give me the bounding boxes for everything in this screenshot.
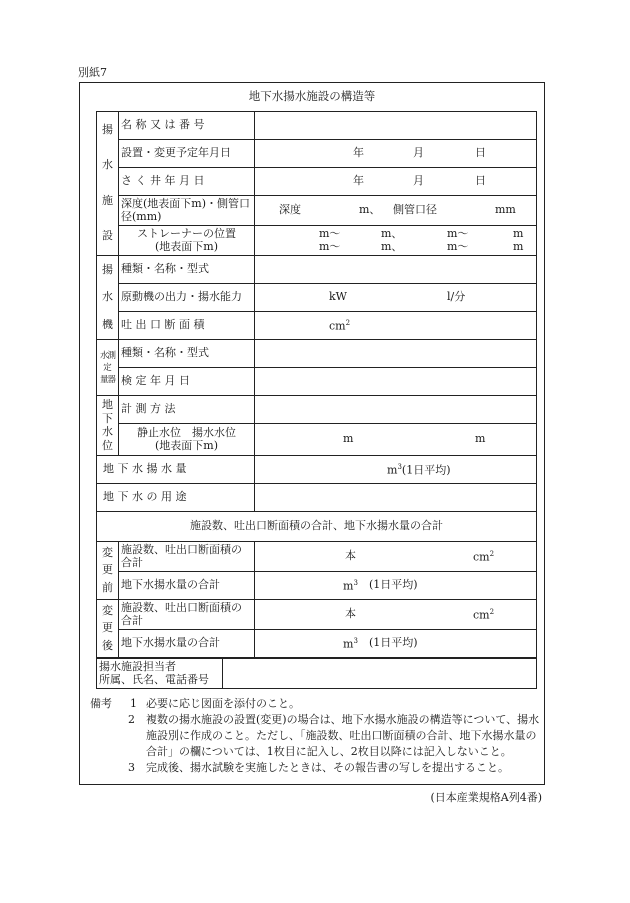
water-level-group-label xyxy=(97,396,119,456)
depth-label: 深度(地表面下m)・側管口径(mm) xyxy=(119,196,255,226)
structure-table xyxy=(96,111,537,658)
after-group-chars xyxy=(97,603,118,655)
after-group-label xyxy=(97,600,119,658)
drill-date-label: さ く 井 年 月 日 xyxy=(119,168,255,196)
group-char: 設 xyxy=(102,229,113,243)
count-unit: 本 xyxy=(345,548,356,562)
note-1-number: 1 xyxy=(130,697,137,710)
pump-type-field[interactable] xyxy=(255,256,537,284)
strainer-to-4: m xyxy=(513,239,524,253)
group-char: 変 xyxy=(102,603,113,617)
month-unit: 月 xyxy=(413,145,424,159)
strainer-to-2: m xyxy=(513,226,524,240)
measure-method-field[interactable] xyxy=(255,396,537,424)
facility-name-label: 名 称 又 は 番 号 xyxy=(119,112,255,140)
person-label xyxy=(97,659,223,689)
water-level-label xyxy=(119,424,255,456)
kw-unit: kW xyxy=(329,289,347,303)
pump-group-chars xyxy=(97,257,118,339)
after-sum-label: 地下水揚水量の合計 xyxy=(119,630,255,658)
strainer-from-3: m〜 xyxy=(319,239,341,253)
water-level-group-chars xyxy=(97,399,118,453)
before-count-label: 施設数、吐出口断面積の合計 xyxy=(119,542,255,572)
cm2-unit: $cm^2$ xyxy=(473,607,495,622)
form-title: 地下水揚水施設の構造等 xyxy=(248,89,376,103)
before-sum-field[interactable] xyxy=(255,572,537,600)
group-char: 下 xyxy=(102,411,113,425)
before-group-chars xyxy=(97,545,118,597)
meter-type-field[interactable] xyxy=(255,340,537,368)
year-unit: 年 xyxy=(353,173,364,187)
install-date-field[interactable] xyxy=(255,140,537,168)
drill-date-field[interactable] xyxy=(255,168,537,196)
strainer-to-3: m、 xyxy=(381,239,403,253)
strainer-field[interactable] xyxy=(255,226,537,256)
meter-group-chars: 水測 定 量器 xyxy=(99,350,115,385)
note-2-number: 2 xyxy=(128,713,135,726)
m3-unit: $m^3$ xyxy=(343,578,358,593)
before-sum-label: 地下水揚水量の合計 xyxy=(119,572,255,600)
depth-unit: m、 xyxy=(359,202,381,216)
pumping-level-unit: m xyxy=(475,431,486,445)
day-unit: 日 xyxy=(475,145,486,159)
meter-inspect-field[interactable] xyxy=(255,368,537,396)
discharge-area-field[interactable] xyxy=(255,312,537,340)
facility-name-field[interactable] xyxy=(255,112,537,140)
pump-group-label xyxy=(97,256,119,340)
person-field[interactable] xyxy=(223,659,537,689)
meter-type-label: 種類・名称・型式 xyxy=(119,340,255,368)
after-count-label: 施設数、吐出口断面積の合計 xyxy=(119,600,255,630)
cm2-unit: $cm^2$ xyxy=(473,549,495,564)
pump-power-label: 原動機の出力・揚水能力 xyxy=(119,284,255,312)
group-char: 更 xyxy=(102,563,113,577)
group-char: 位 xyxy=(102,438,113,452)
year-unit: 年 xyxy=(353,145,364,159)
pump-type-label: 種類・名称・型式 xyxy=(119,256,255,284)
strainer-label xyxy=(119,226,255,256)
note-2-text: 複数の揚水施設の設置(変更)の場合は、地下水揚水施設の構造等について、揚水施設別に作成のこと。ただし、「施設数、吐出口断面積の合計、地下水揚水量の合計」の欄については、1枚目に記入し、2枚目以降には記入しないこと。 xyxy=(146,713,540,758)
note-3-number: 3 xyxy=(128,761,135,774)
month-unit: 月 xyxy=(413,173,424,187)
group-char: 揚 xyxy=(102,122,113,136)
use-label: 地 下 水 の 用 途 xyxy=(97,484,255,512)
group-char: 施 xyxy=(102,193,113,207)
strainer-label-line2: (地表面下m) xyxy=(154,239,218,253)
meter-inspect-label: 検 定 年 月 日 xyxy=(119,368,255,396)
person-label-line1: 揚水施設担当者 xyxy=(99,659,176,673)
note-3-text: 完成後、揚水試験を実施したときは、その報告書の写しを提出すること。 xyxy=(146,761,509,774)
volume-unit: $m^3(1$日平均) xyxy=(387,462,451,477)
group-char: 水 xyxy=(102,425,113,439)
strainer-from-4: m〜 xyxy=(447,239,469,253)
water-level-label-line1: 静止水位 揚水水位 xyxy=(137,425,236,439)
before-group-label xyxy=(97,542,119,600)
count-unit: 本 xyxy=(345,606,356,620)
person-label-line2: 所属、氏名、電話番号 xyxy=(99,672,209,686)
before-count-field[interactable] xyxy=(255,542,537,572)
cm2-unit: $cm^2$ xyxy=(329,318,351,333)
use-field[interactable] xyxy=(255,484,537,512)
strainer-from-2: m〜 xyxy=(447,226,469,240)
after-count-field[interactable] xyxy=(255,600,537,630)
group-char: 後 xyxy=(102,638,113,652)
mm-unit: mm xyxy=(495,202,516,216)
group-char: 変 xyxy=(102,545,113,559)
person-table xyxy=(96,658,537,689)
static-level-unit: m xyxy=(343,431,354,445)
depth-field[interactable] xyxy=(255,196,537,226)
facility-group-label xyxy=(97,112,119,256)
pipe-diameter-text: 側管口径 xyxy=(393,202,437,216)
group-char: 前 xyxy=(102,580,113,594)
notes-heading: 備考 xyxy=(90,697,112,710)
pump-power-field[interactable] xyxy=(255,284,537,312)
document-label: 別紙7 xyxy=(78,66,107,79)
volume-field[interactable] xyxy=(255,456,537,484)
strainer-from-1: m〜 xyxy=(319,226,341,240)
lpm-unit: l/分 xyxy=(447,289,466,303)
group-char: 水 xyxy=(102,158,113,172)
water-level-label-line2: (地表面下m) xyxy=(154,438,218,452)
after-sum-field[interactable] xyxy=(255,630,537,658)
group-char: 地 xyxy=(102,398,113,412)
m3-unit: $m^3$ xyxy=(343,636,358,651)
note-1-text: 必要に応じ図面を添付のこと。 xyxy=(146,697,300,710)
volume-label: 地 下 水 揚 水 量 xyxy=(97,456,255,484)
day-unit: 日 xyxy=(475,173,486,187)
measure-method-label: 計 測 方 法 xyxy=(119,396,255,424)
group-char: 機 xyxy=(102,317,113,331)
group-char: 水 xyxy=(102,290,113,304)
depth-text: 深度 xyxy=(279,202,301,216)
paper-standard: (日本産業規格A列4番) xyxy=(430,791,542,804)
group-char: 揚 xyxy=(102,262,113,276)
daily-average-text: (1日平均) xyxy=(369,577,418,591)
totals-header: 施設数、吐出口断面積の合計、地下水揚水量の合計 xyxy=(97,512,537,542)
water-level-field[interactable] xyxy=(255,424,537,456)
strainer-to-1: m、 xyxy=(381,226,403,240)
install-date-label: 設置・変更予定年月日 xyxy=(119,140,255,168)
group-char: 更 xyxy=(102,621,113,635)
meter-group-label xyxy=(97,340,119,396)
facility-group-chars xyxy=(97,113,118,255)
strainer-label-line1: ストレーナーの位置 xyxy=(137,226,236,240)
discharge-area-label: 吐 出 口 断 面 積 xyxy=(119,312,255,340)
daily-average-text: (1日平均) xyxy=(369,635,418,649)
